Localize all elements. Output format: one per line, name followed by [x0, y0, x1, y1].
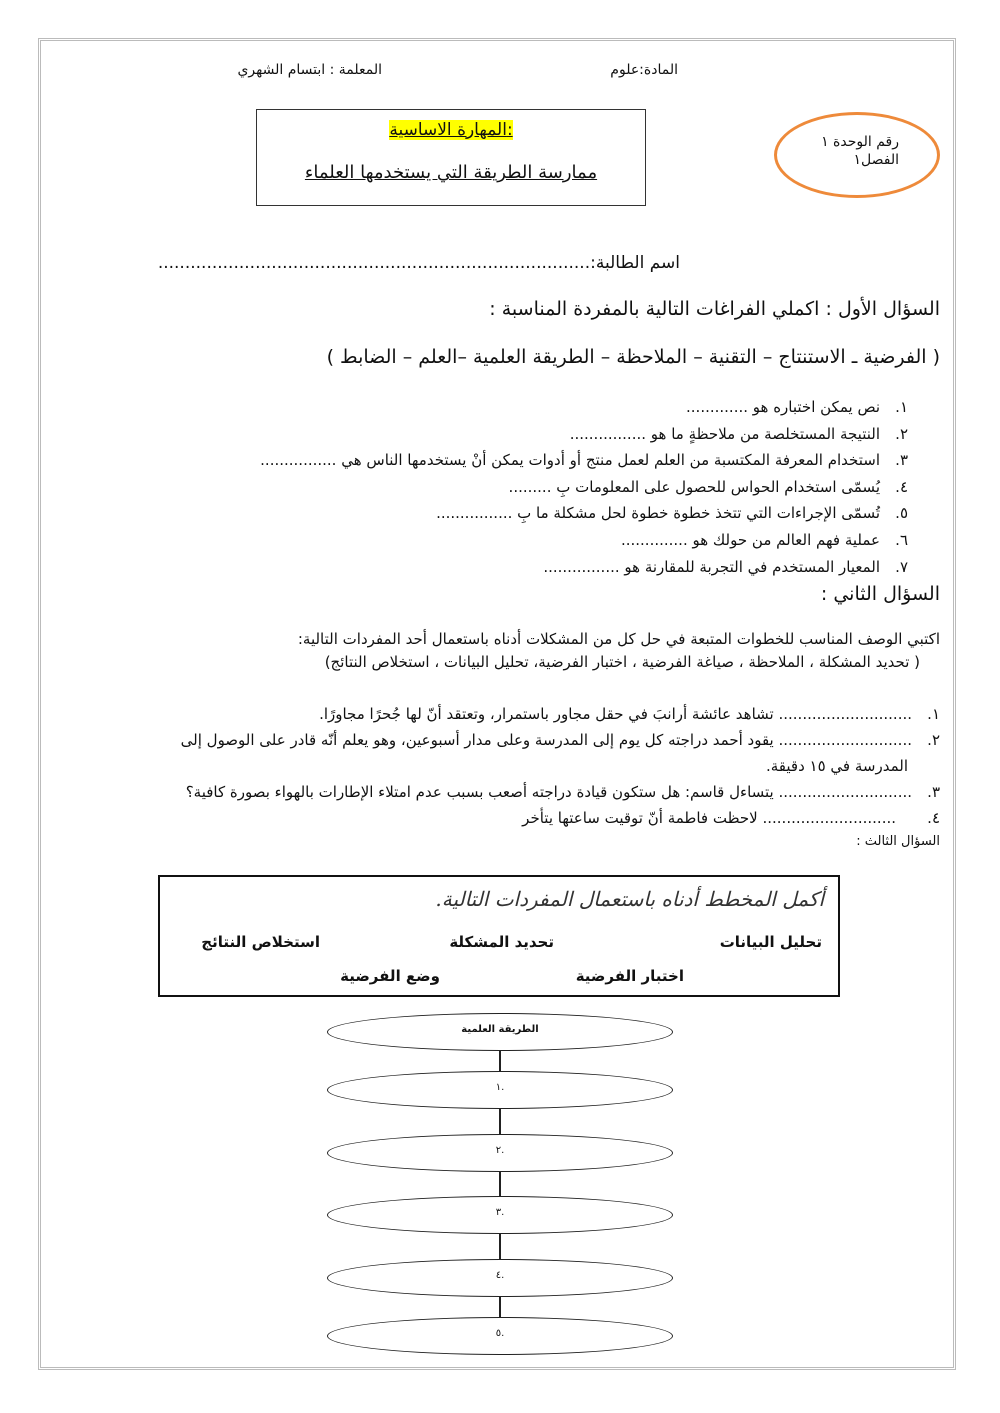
q1-item[interactable]: ٤.يُسمّى استخدام الحواس للحصول على المعلومات بِ .........: [508, 477, 908, 496]
q1-word-bank: ( الفرضية ـ الاستنتاج – التقنية – الملاحظة – الطريقة العلمية –العلم – الضابط ): [326, 346, 940, 368]
q1-item[interactable]: ٥.تُسمّى الإجراءات التي تتخذ خطوة خطوة لحل مشكلة ما بِ ................: [436, 504, 908, 523]
q1-item[interactable]: ١.نص يمكن اختباره هو .............: [686, 398, 908, 416]
diagram-step-oval[interactable]: ٤.: [327, 1259, 673, 1297]
scientific-method-diagram: [315, 997, 685, 1362]
student-name-dots: ................................................................................: [157, 253, 591, 273]
q3-instruction: أكمل المخطط أدناه باستعمال المفردات التالية.: [435, 887, 824, 911]
diagram-step-oval[interactable]: ١.: [327, 1071, 673, 1109]
q2-title: السؤال الثاني :: [820, 583, 940, 605]
q1-item[interactable]: ٢.النتيجة المستخلصة من ملاحظةٍ ما هو ................: [569, 424, 908, 443]
q3-word: تحليل البيانات: [719, 933, 822, 951]
q3-word: استخلاص النتائج: [201, 933, 320, 951]
skill-title: ممارسة الطريقة التي يستخدمها العلماء: [304, 162, 598, 183]
q2-item-continued: المدرسة في ١٥ دقيقة.: [765, 757, 908, 775]
diagram-step-oval[interactable]: ٥.: [327, 1317, 673, 1355]
q3-title: السؤال الثالث :: [856, 834, 940, 849]
q2-item[interactable]: ٢............................. يقود أحمد دراجته كل يوم إلى المدرسة وعلى مدار أسبوعين، وهو يعلم أنّه قادر على الوصول إلى: [180, 731, 940, 749]
diagram-step-oval[interactable]: ٢.: [327, 1134, 673, 1172]
q3-word: وضع الفرضية: [340, 967, 440, 985]
q1-list: [260, 394, 908, 580]
q1-title: السؤال الأول : اكملي الفراغات التالية بالمفردة المناسبة :: [489, 298, 940, 320]
q2-instruction: اكتبي الوصف المناسب للخطوات المتبعة في حل كل من المشكلات أدناه باستعمال أحد المفردات التالية:: [297, 630, 940, 648]
student-name-field[interactable]: [158, 253, 680, 273]
q1-item[interactable]: ٣.استخدام المعرفة المكتسبة من العلم لعمل منتج أو أدوات يمكن أنْ يستخدمها الناس هي ................: [260, 451, 908, 470]
subject-label: المادة:علوم: [610, 62, 678, 78]
skill-label: المهارة الاساسية:: [389, 120, 513, 140]
q2-list: [100, 701, 940, 831]
q3-word: اختبار الفرضية: [575, 967, 684, 985]
skill-box: [256, 109, 646, 206]
q2-item[interactable]: ٤............................. لاحظت فاطمة أنّ توقيت ساعتها يتأخر: [522, 809, 940, 827]
diagram-top-oval: الطريقة العلمية: [327, 1013, 673, 1051]
student-name-label: اسم الطالبة:: [590, 253, 680, 273]
q1-item[interactable]: ٦.عملية فهم العالم من حولك هو ..............: [620, 530, 908, 549]
q3-word: تحديد المشكلة: [449, 933, 554, 951]
unit-oval: [774, 112, 940, 198]
unit-chapter: الفصل١: [853, 152, 899, 168]
q3-word-box: [158, 875, 840, 997]
teacher-label: المعلمة : ابتسام الشهري: [237, 62, 382, 78]
unit-number: رقم الوحدة ١: [821, 134, 899, 150]
q2-word-bank: ( تحديد المشكلة ، الملاحظة ، صياغة الفرضية ، اختبار الفرضية، تحليل البيانات ، استخلاص النتائج): [324, 653, 920, 671]
q2-item[interactable]: ١............................. تشاهد عائشة أرانبَ في حقل مجاور باستمرار، وتعتقد أنّ لها جُحرًا مجاورًا.: [319, 705, 940, 723]
q1-item[interactable]: ٧.المعيار المستخدم في التجربة للمقارنة هو ................: [543, 557, 908, 576]
diagram-step-oval[interactable]: ٣.: [327, 1196, 673, 1234]
q2-item[interactable]: ٣............................. يتساءل قاسم: هل ستكون قيادة دراجته أصعب بسبب عدم امتلاء الإطارات بالهواء بصورة كافية؟: [185, 783, 940, 801]
